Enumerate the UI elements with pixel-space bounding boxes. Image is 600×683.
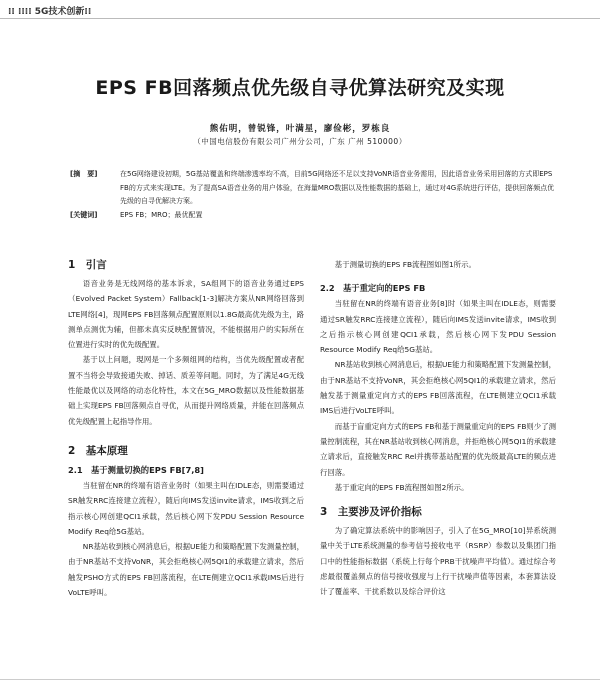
keywords-text: EPS FB；MRO；最优配置 <box>120 210 203 219</box>
paragraph: NR基站收到核心网消息后，根据UE能力和策略配置下发测量控制，由于NR基站不支持VoNR，其会拒绝核心网5QI1的承载建立请求，然后触发PSHO方式的EPS FB回落流程，在LTE侧建立QCI1承载IMS后进行VoLTE呼叫。 <box>68 542 304 598</box>
paragraph: 当驻留在NR的终端有语音业务[8]时（如果主叫在IDLE态，则需要通过SR触发RRC连接建立流程），随后向IMS发送invite请求，IMS收到之后指示核心网创建QCI1承载，然后核心网下发PDU Session Resource Modify Req给5G基站。 <box>320 299 556 355</box>
section-header: ⁞⁞ ⁞⁞⁞⁞ 5G技术创新⁞⁞ <box>8 7 92 17</box>
bottom-divider <box>0 679 600 680</box>
spacer <box>68 429 304 443</box>
affiliation: （中国电信股份有限公司广州分公司，广东 广州 510000） <box>193 137 407 146</box>
paragraph: 基于以上问题，現网是一个多频组网的结构，当优先级配置或者配置不当将会导致接通失败、掉话、质差等问题。同时，为了满足4G无线性能最优以及网络的动态化特性，本文在5G_MRO数据以及性能数据基础上实现EPS FB回落频点自寻优，从而提升网络质量，并能在回落频点优先级配置上起指导作用。 <box>68 355 304 426</box>
header-divider <box>0 18 600 19</box>
left-column <box>68 257 304 600</box>
paragraph: 语音业务是无线网络的基本诉求，SA组网下的语音业务通过EPS（Evolved Packet System）Fallback[1-3]解决方案从NR网络回落到LTE网络[4]，现网EPS FB回落频点配置原则以1.8G最高优先级为主，路测单点测优为辅，但都未真实反映配置情况，不能根据用户的实际所在位置进行实时的优先级配置。 <box>68 279 304 350</box>
subsection-heading-measurement-handover: 2.1 基于测量切换的EPS FB[7,8] <box>68 464 204 475</box>
paragraph: NR基站收到核心网消息后，根据UE能力和策略配置下发测量控制，由于NR基站不支持VoNR，其会拒绝核心网5QI1的承载建立请求，然后触发基于测量重定向方式的EPS FB回落流程，在LTE侧建立QCI1承载IMS后进行VoLTE呼叫。 <box>320 360 556 416</box>
subsection-heading-redirection: 2.2 基于重定向的EPS FB <box>320 283 426 294</box>
author-list: 熊佑明，曾锐锋，叶满星，廖俭彬，罗栋良 <box>209 124 391 134</box>
paragraph: 基于测量切换的EPS FB流程图如图1所示。 <box>334 260 476 269</box>
abstract-label: [摘 要] <box>70 170 98 178</box>
paper-title: EPS FB回落频点优先级自寻优算法研究及实现 <box>95 77 505 99</box>
paragraph: 基于重定向的EPS FB流程图如图2所示。 <box>334 482 469 492</box>
section-heading-introduction: 1 引言 <box>68 259 107 271</box>
paragraph: 为了确定算法系统中的影响因子，引入了在5G_MRO[10]异系统测量中关于LTE系统测量的参考信号接收电平（RSRP）参数以及集团门指口中的性能指标数据（系统上行每个PRB干扰噪声平均值）。通过综合考虑最很覆盖频点的信号接收强度与上行干扰噪声值等因素，本套算法设计了覆盖率、干扰系数以及综合评价这 <box>320 526 556 597</box>
abstract-block <box>70 168 560 222</box>
section-heading-principle: 2 基本原理 <box>68 444 128 457</box>
abstract-row <box>70 168 560 209</box>
keywords-row <box>70 209 560 223</box>
section-heading-evaluation-metrics: 3 主要涉及评价指标 <box>320 506 422 519</box>
spacer <box>320 272 556 280</box>
abstract-text: 在5G网络建设初期，5G基站覆盖和终端渗透率均不高，目前5G网络还不足以支持VoNR语音业务需用，因此语音业务采用回落的方式即EPS FB的方式来实现LTE。为了提高SA语音业务的用户体验，在海量MRO数据以及性能数据的基础上，通过对4G系统进行评估，提供回落频点优先级的自寻优解决方案。 <box>120 170 555 205</box>
right-column <box>320 257 556 600</box>
spacer <box>320 495 556 504</box>
paragraph: 而基于盲重定向方式的EPS FB和基于测量重定向的EPS FB则少了测量控制流程，其在NR基站收到核心网消息，并拒绝核心网5QI1的承载建立请求后，直接触发RRC Rel并携带基站配置的优先级最高LTE的频点进行回落。 <box>320 421 556 477</box>
keywords-label: [关键词] <box>70 210 98 219</box>
paragraph: 当驻留在NR的终端有语音业务时（如果主叫在IDLE态，则需要通过SR触发RRC连接建立流程），随后向IMS发送invite请求，IMS收到之后指示核心网创建QCI1承载，然后核心网下发PDU Session Resource Modify Req给5G基站。 <box>68 480 304 536</box>
